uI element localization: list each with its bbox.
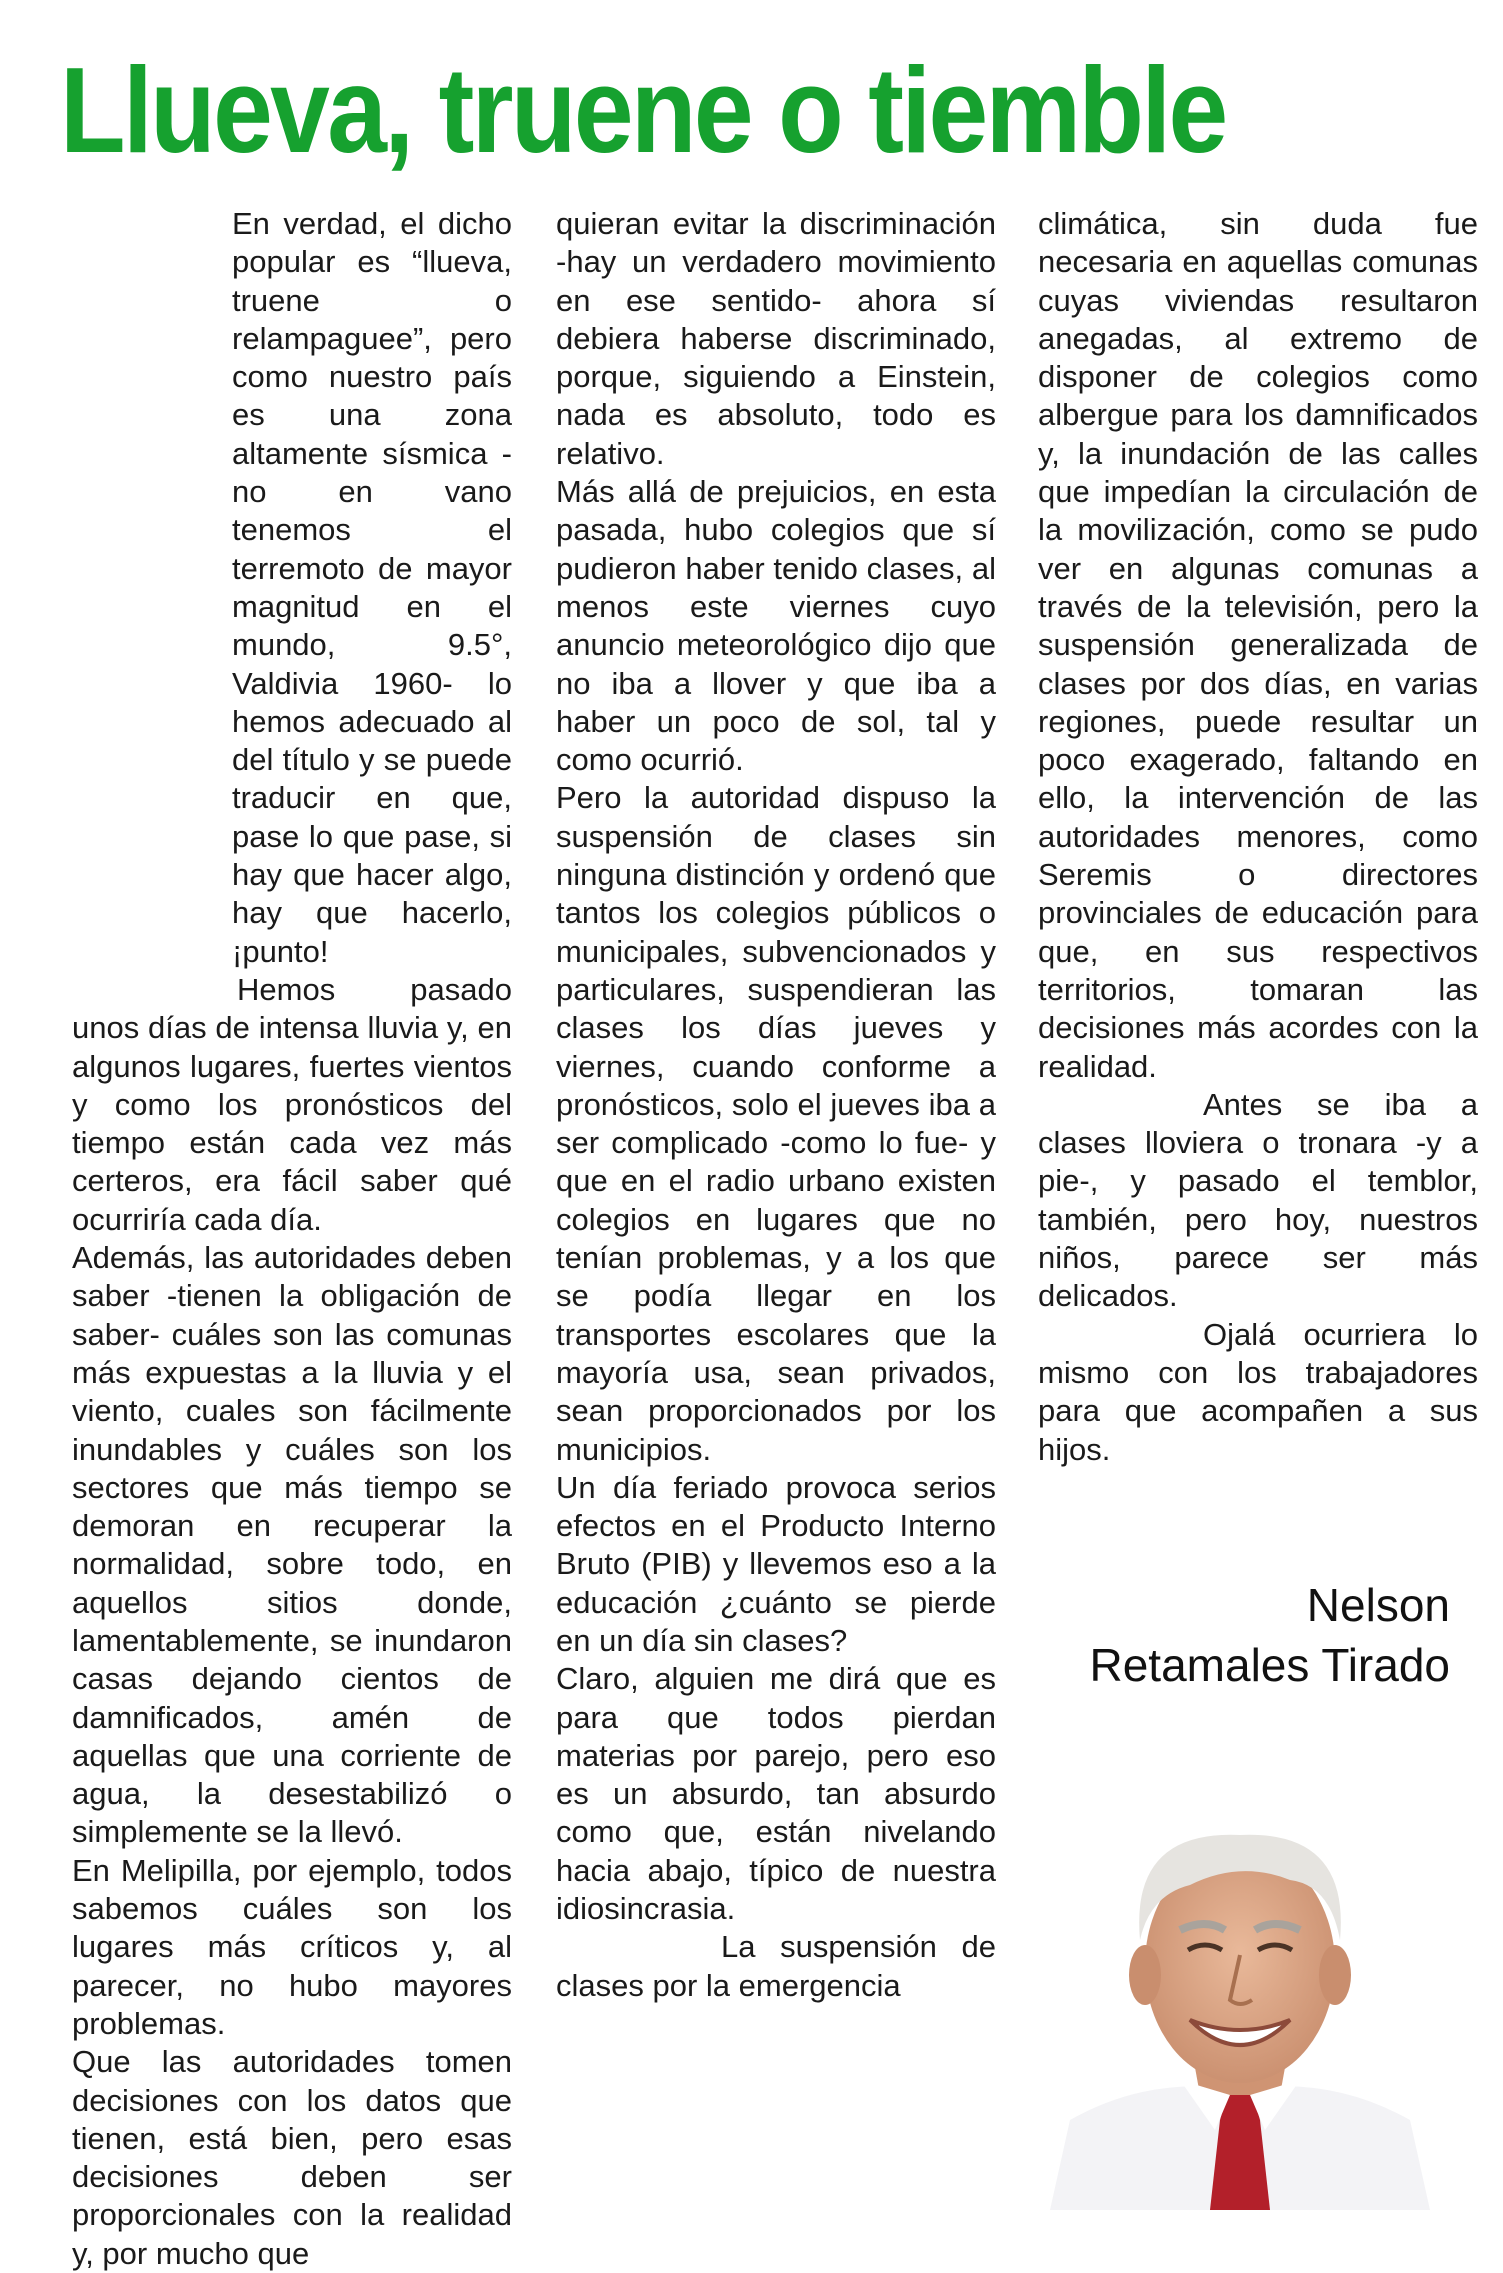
- paragraph: Además, las autoridades deben saber -tienen la obligación de saber- cuáles son las comunas más expuestas a la lluvia y el viento, cuales son fácilmente inundables y cuáles son los sectores que más tiempo se demoran en recuperar la normalidad, sobre todo, en aquellos sitios donde, lamentablemente, se inundaron casas dejando cientos de damnificados, amén de aquellas que una corriente de agua, la desestabilizó o simplemente se la llevó.: [72, 1240, 512, 1850]
- paragraph: Un día feriado provoca serios efectos en el Producto Interno Bruto (PIB) y llevemos eso a la educación ¿cuánto se pierde en un día sin clases?: [556, 1469, 996, 1658]
- article-column-1: [72, 205, 512, 2273]
- article-title: Llueva, truene o tiemble: [60, 42, 1226, 178]
- paragraph: Que las autoridades tomen decisiones con los datos que tienen, está bien, pero esas decisiones deben ser proporcionales con la realidad y, por mucho que: [72, 2044, 512, 2271]
- paragraph: Antes se iba a clases lloviera o tronara -y a pie-, y pasado el temblor, también, pero hoy, nuestros niños, parece ser más delicados.: [1038, 1086, 1478, 1314]
- author-first-name: Nelson: [1306, 1579, 1450, 1631]
- paragraph: climática, sin duda fue necesaria en aquellas comunas cuyas viviendas resultaron anegadas, al extremo de disponer de colegios como albergue para los damnificados y, la inundación de las calles que impedían la circulación de la movilización, como se pudo ver en algunas comunas a través de la televisión, pero la suspensión generalizada de clases por dos días, en varias regiones, puede resultar un poco exagerado, faltando en ello, la intervención de las autoridades menores, como Seremis o directores provinciales de educación para que, en sus respectivos territorios, tomaran las decisiones más acordes con la realidad.: [1038, 206, 1478, 1084]
- paragraph: Ojalá ocurriera lo mismo con los trabajadores para que acompañen a sus hijos.: [1038, 1316, 1478, 1467]
- paragraph: quieran evitar la discriminación -hay un verdadero movimiento en ese sentido- ahora sí debiera haberse discriminado, porque, siguiendo a Einstein, nada es absoluto, todo es relativo.: [556, 206, 996, 471]
- author-last-name: Retamales Tirado: [1089, 1639, 1450, 1691]
- article-column-3: [1038, 205, 1478, 1469]
- article-column-2: [556, 205, 996, 2005]
- paragraph: En verdad, el dicho popular es “llueva, truene o relampaguee”, pero como nuestro país es una zona altamente sísmica -no en vano tenemos el terremoto de mayor magnitud en el mundo, 9.5°, Valdivia 1960- lo hemos adecuado al del título y se puede traducir en que, pase lo que pase, si hay que hacer algo, hay que hacerlo, ¡punto!: [232, 206, 512, 969]
- paragraph: Más allá de prejuicios, en esta pasada, hubo colegios que sí pudieron haber tenido clases, al menos este viernes cuyo anuncio meteorológico dijo que no iba a llover y que iba a haber un poco de sol, tal y como ocurrió.: [556, 474, 996, 778]
- paragraph: Pero la autoridad dispuso la suspensión de clases sin ninguna distinción y ordenó que tantos los colegios públicos o municipales, subvencionados y particulares, suspendieran las clases los días jueves y viernes, cuando conforme a pronósticos, solo el jueves iba a ser complicado -como lo fue- y que en el radio urbano existen colegios en lugares que no tenían problemas, y a los que se podía llegar en los transportes escolares que la mayoría usa, sean privados, sean proporcionados por los municipios.: [556, 780, 996, 1467]
- author-photo: [1030, 1790, 1450, 2210]
- paragraph: Hemos pasado unos días de intensa lluvia y, en algunos lugares, fuertes vientos y como los pronósticos del tiempo están cada vez más certeros, era fácil saber qué ocurriría cada día.: [72, 971, 512, 1237]
- author-byline: [1030, 1575, 1450, 1695]
- paragraph: La suspensión de clases por la emergencia: [556, 1929, 996, 2003]
- paragraph: Claro, alguien me dirá que es para que todos pierdan materias por parejo, pero eso es un absurdo, tan absurdo como que, están nivelando hacia abajo, típico de nuestra idiosincrasia.: [556, 1661, 996, 1927]
- paragraph: En Melipilla, por ejemplo, todos sabemos cuáles son los lugares más críticos y, al parecer, no hubo mayores problemas.: [72, 1852, 512, 2041]
